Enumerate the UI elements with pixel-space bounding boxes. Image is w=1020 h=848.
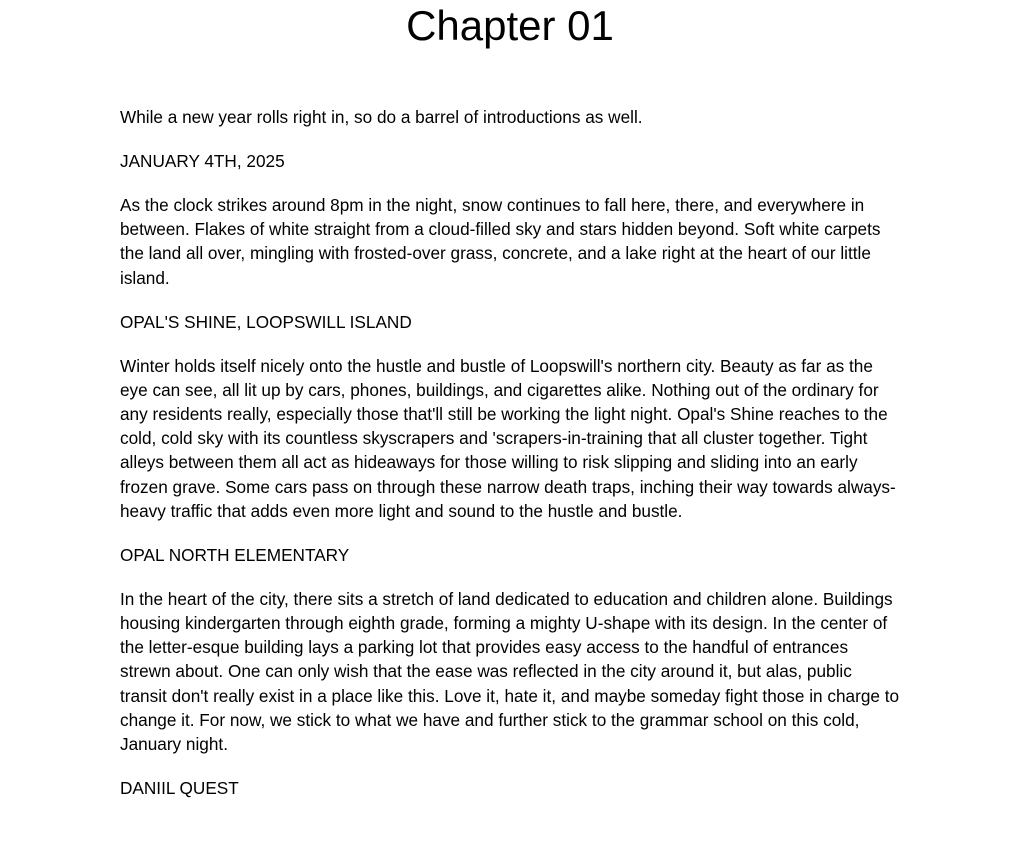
story-paragraph: As the clock strikes around 8pm in the night, snow continues to fall here, there, and everywhere in between. Flakes of white straight from a cloud-filled sky and stars hidden beyond. Soft white carpets the land all over, mingling with frosted-over grass, concrete, and a lake right at the heart of our little island.: [120, 195, 881, 288]
location-heading: OPAL'S SHINE, LOOPSWILL ISLAND: [120, 311, 412, 332]
date-heading: JANUARY 4TH, 2025: [120, 151, 285, 171]
story-paragraph: Winter holds itself nicely onto the hustle and bustle of Loopswill's northern city. Beauty as far as the eye can see, all lit up by cars, phones, buildings, and cigarettes alike. Nothing out of the ordinary for any residents really, especially those that'll still be working the light night. Opal's Shine reaches to the cold, cold sky with its countless skyscrapers and 'scrapers-in-training that all cluster together. Tight alleys between them all act as hideaways for those willing to risk slipping and sliding into an early frozen grave. Some cars pass on through these narrow death traps, inching their way towards always-heavy traffic that adds even more light and sound to the hustle and bustle.: [120, 355, 896, 521]
chapter-title: Chapter 01: [406, 2, 614, 49]
story-text: [120, 105, 902, 820]
story-paragraph: In the heart of the city, there sits a stretch of land dedicated to education and children alone. Buildings housing kindergarten through eighth grade, forming a mighty U-shape with its design. In the center of the letter-esque building lays a parking lot that provides easy access to the handful of entrances strewn about. One can only wish that the ease was reflected in the city around it, but alas, public transit don't really exist in a place like this. Love it, hate it, and maybe someday fight those in charge to change it. For now, we stick to what we have and further stick to the grammar school on this cold, January night.: [120, 588, 900, 755]
location-heading: OPAL NORTH ELEMENTARY: [120, 544, 350, 565]
character-heading: DANIIL QUEST: [120, 778, 239, 799]
intro-paragraph: While a new year rolls right in, so do a barrel of introductions as well.: [120, 107, 643, 127]
